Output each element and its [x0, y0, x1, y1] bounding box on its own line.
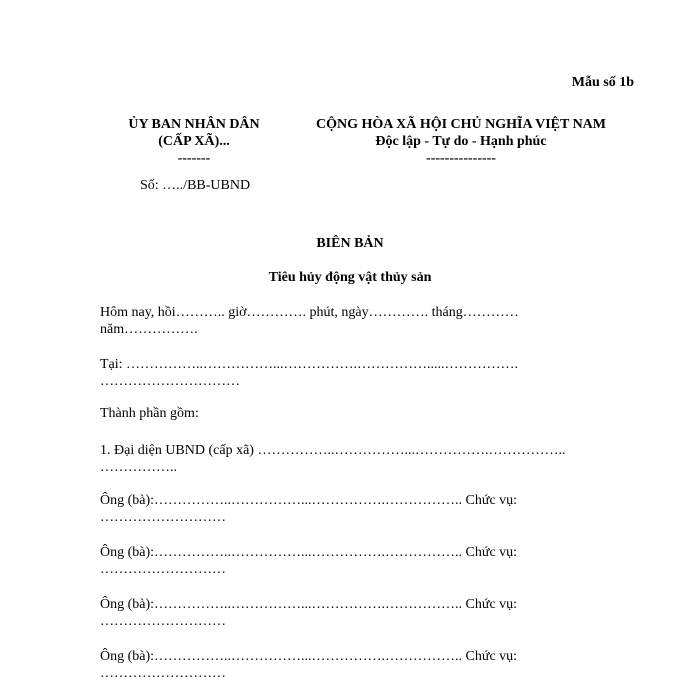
country-name: CỘNG HÒA XÃ HỘI CHỦ NGHĨA VIỆT NAM	[315, 117, 606, 132]
national-header	[296, 116, 626, 167]
form-code: Mẫu số 1b	[571, 75, 634, 90]
issuing-authority-header	[110, 116, 278, 167]
location-line-1: Tại: ……………..……………...…………….…………….....…………….	[100, 357, 519, 372]
section-1-line-2: ……………..	[100, 460, 177, 475]
official-line-2: ………………………	[100, 614, 226, 629]
motto-divider: ---------------	[426, 151, 496, 166]
location-field	[100, 356, 600, 390]
time-line-1: Hôm nay, hồi……….. giờ…………. phút, ngày…………. tháng…………	[100, 305, 519, 320]
authority-level: (CẤP XÃ)...	[158, 134, 230, 149]
official-field	[100, 648, 600, 682]
official-line-1: Ông (bà):……………..……………...…………….…………….. Chức vụ:	[100, 649, 518, 664]
official-field	[100, 596, 600, 630]
composition-label-text: Thành phần gồm:	[100, 406, 199, 421]
official-line-2: ………………………	[100, 510, 226, 525]
official-line-2: ………………………	[100, 562, 226, 577]
official-field	[100, 544, 600, 578]
official-line-1: Ông (bà):……………..……………...…………….…………….. Chức vụ:	[100, 493, 518, 508]
location-line-2: …………………………	[100, 374, 240, 389]
official-line-1: Ông (bà):……………..……………...…………….…………….. Chức vụ:	[100, 597, 518, 612]
composition-label	[100, 405, 600, 422]
time-line-2: năm…………….	[100, 322, 198, 337]
official-field	[100, 492, 600, 526]
authority-divider: -------	[177, 151, 211, 166]
document-subtitle: Tiêu hủy động vật thủy sản	[268, 270, 432, 285]
authority-name: ỦY BAN NHÂN DÂN	[128, 117, 260, 132]
official-line-2: ………………………	[100, 666, 226, 681]
section-1-line-1: 1. Đại diện UBND (cấp xã) ……………..……………...…………….……………..	[100, 443, 566, 458]
document-title: BIÊN BẢN	[316, 236, 384, 251]
time-field	[100, 304, 600, 338]
official-line-1: Ông (bà):……………..……………...…………….…………….. Chức vụ:	[100, 545, 518, 560]
document-number: Số: …../BB-UBND	[140, 178, 251, 193]
section-1-field	[100, 442, 600, 476]
national-motto: Độc lập - Tự do - Hạnh phúc	[375, 134, 547, 149]
